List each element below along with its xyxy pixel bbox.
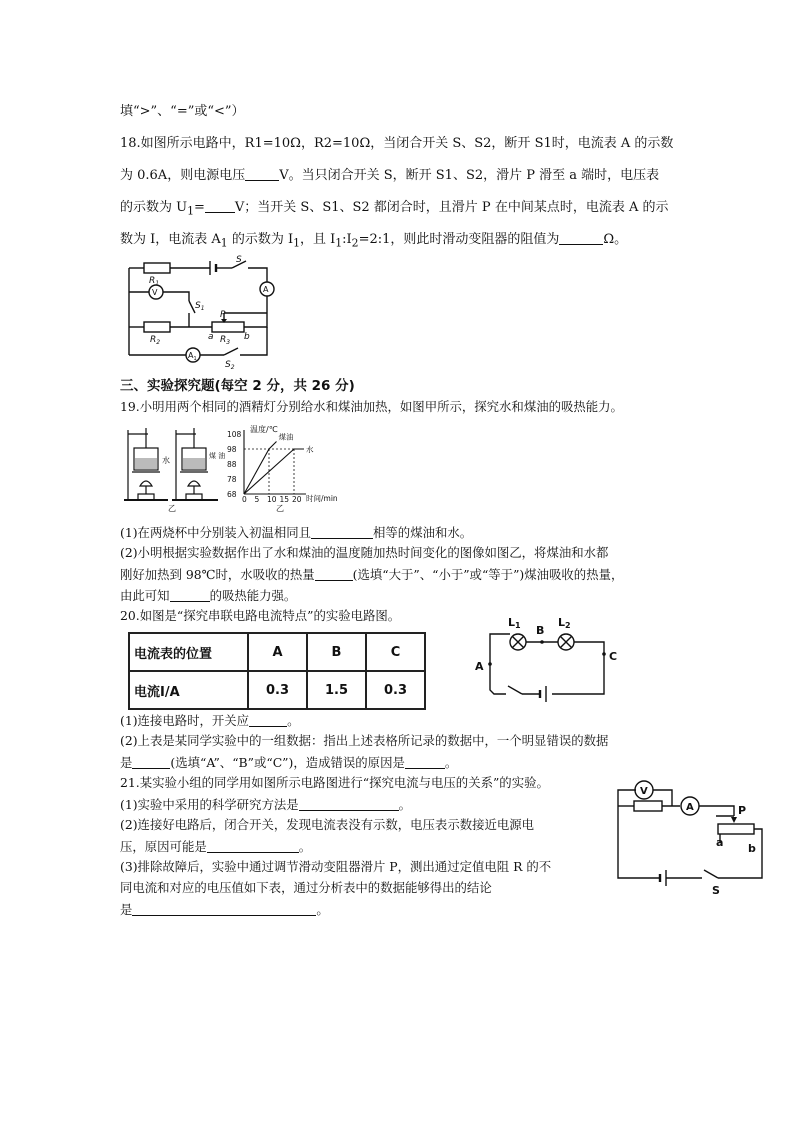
label-a: a	[716, 836, 724, 849]
section-3-title: 三、实验探究题(每空 2 分，共 26 分)	[120, 378, 355, 394]
answer-blank[interactable]	[311, 526, 373, 539]
answer-blank[interactable]	[205, 200, 235, 213]
x-tick-label: 5	[254, 495, 260, 504]
answer-blank[interactable]	[405, 756, 445, 769]
q19-q1	[120, 526, 472, 539]
label-b: b	[748, 842, 756, 855]
label-B: B	[536, 624, 545, 637]
chart-xlabel: 时间/min	[306, 494, 338, 503]
q20-text: (1)连接电路时，开关应	[120, 713, 250, 728]
q18-text: V。当只闭合开关 S，断开 S1、S2，滑片 P 滑至 a 端时，电压表	[279, 168, 660, 183]
q18-circuit-diagram	[124, 255, 280, 371]
series-label: 水	[306, 445, 314, 454]
q21-q3-line1: (3)排除故障后，实验中通过调节滑动变阻器滑片 P，测出通过定值电阻 R 的不	[120, 859, 552, 874]
q18-line3	[120, 200, 668, 217]
q20-current-table	[128, 632, 426, 710]
q18-text: 的示数为 I	[227, 232, 294, 247]
x-tick-label: 10	[267, 495, 277, 504]
q20-q1	[120, 714, 299, 727]
label-A: A	[686, 802, 694, 813]
table-cell: 电流I/A	[129, 671, 248, 709]
y-tick-label: 88	[227, 460, 237, 469]
q21-circuit-diagram	[612, 770, 772, 898]
q20-text: (选填“A”、“B”或“C”)，造成错误的原因是	[170, 755, 405, 770]
q18-text: 为 0.6A，则电源电压	[120, 168, 246, 183]
x-tick-label: 20	[292, 495, 302, 504]
label-A1: $A_1$	[188, 351, 197, 362]
q20-text: 。	[287, 713, 300, 728]
q21-q3-line2: 同电流和对应的电压值如下表，通过分析表中的数据能够得出的结论	[120, 880, 492, 895]
q21-text: 。	[398, 797, 412, 812]
answer-blank[interactable]	[559, 232, 603, 245]
q20-stem: 20.如图是“探究串联电路电流特点”的实验电路图。	[120, 608, 401, 623]
series-line-water	[244, 449, 304, 494]
table-cell: 电流表的位置	[129, 633, 248, 671]
label-jia: 乙	[168, 504, 176, 513]
q20-text: 是	[120, 755, 133, 770]
table-cell: 0.3	[248, 671, 307, 709]
table-cell: A	[248, 633, 307, 671]
label-a: a	[208, 332, 214, 342]
label-P: P	[220, 310, 226, 320]
label-V: V	[640, 786, 648, 797]
q18-text: V；当开关 S、S1、S2 都闭合时，且滑片 P 在中间某点时，电流表 A 的示	[234, 200, 669, 215]
q18-text: 的示数为 U	[120, 200, 188, 215]
y-tick-label: 68	[227, 490, 237, 499]
label-S: S	[712, 884, 720, 897]
label-water: 水	[162, 456, 170, 465]
answer-blank[interactable]	[132, 756, 170, 769]
table-cell: C	[366, 633, 425, 671]
label-R3: $R_3$	[220, 335, 231, 346]
q19-temperature-chart	[226, 424, 346, 514]
q18-text: =	[193, 200, 205, 215]
q19-q2-line1: (2)小明根据实验数据作出了水和煤油的温度随加热时间变化的图像如图乙，将煤油和水都	[120, 545, 609, 560]
x-tick-label: 15	[279, 495, 290, 504]
q21-text: 。	[316, 902, 329, 917]
table-row	[129, 633, 425, 671]
q18-text: ，且 I	[299, 232, 336, 247]
q21-text: 。	[298, 839, 312, 854]
answer-blank[interactable]	[170, 589, 210, 602]
y-tick-label: 98	[227, 445, 237, 454]
label-S2: $S_2$	[225, 360, 235, 371]
q21-q2-line1: (2)连接好电路后，闭合开关，发现电流表没有示数，电压表示数接近电源电	[120, 817, 535, 832]
q21-q3-line3	[120, 903, 329, 916]
answer-blank[interactable]	[207, 840, 299, 853]
q18-text: Ω。	[603, 232, 628, 247]
q21-q2-line2	[120, 840, 311, 853]
q19-q2-line2	[120, 568, 623, 581]
chart-ylabel: 温度/℃	[250, 425, 278, 434]
q20-series-circuit	[470, 612, 630, 712]
q19-text: 的吸热能力强。	[209, 588, 297, 603]
label-b: b	[244, 332, 250, 342]
x-tick-label: 0	[242, 495, 247, 504]
q20-q2-line2	[120, 756, 457, 769]
q18-text: 数为 I，电流表 A	[120, 232, 221, 247]
label-L1: L1	[508, 616, 521, 630]
y-tick-label: 108	[227, 430, 242, 439]
q21-stem: 21.某实验小组的同学用如图所示电路图进行“探究电流与电压的关系”的实验。	[120, 775, 549, 790]
label-C: C	[609, 650, 618, 663]
chart-caption: 乙	[276, 504, 284, 513]
label-V: V	[152, 288, 158, 297]
q17-tail: 填“>”、“=”或“<”）	[120, 104, 245, 119]
label-kerosene: 煤 油	[209, 452, 226, 460]
answer-blank[interactable]	[249, 714, 287, 727]
answer-blank[interactable]	[299, 798, 399, 811]
q20-text: 。	[444, 755, 458, 770]
subscript: 1	[187, 204, 194, 218]
answer-blank[interactable]	[132, 903, 316, 916]
label-S1: $S_1$	[195, 301, 205, 312]
subscript: 1	[335, 236, 343, 250]
q18-line2	[120, 168, 659, 182]
label-R2: $R_2$	[150, 335, 161, 346]
q19-text: 刚好加热到 98℃时，水吸收的热量	[120, 567, 315, 582]
q21-text: 是	[120, 902, 133, 917]
label-L2: L2	[558, 616, 571, 630]
series-label: 煤油	[278, 432, 294, 442]
q19-q2-line3	[120, 589, 296, 602]
table-cell: 0.3	[366, 671, 425, 709]
q21-text: 压，原因可能是	[120, 839, 207, 854]
q21-q1	[120, 798, 411, 811]
subscript: 1	[220, 236, 228, 250]
q18-text: :I	[342, 232, 352, 247]
q19-text: (选填“大于”、“小于”或“等于”)煤油吸收的热量，	[352, 567, 624, 582]
q19-text: 由此可知	[120, 588, 170, 603]
label-A: A	[475, 660, 484, 673]
q19-stem: 19.小明用两个相同的酒精灯分别给水和煤油加热，如图甲所示，探究水和煤油的吸热能力。	[120, 399, 623, 414]
table-cell: B	[307, 633, 366, 671]
q19-text: (1)在两烧杯中分别装入初温相同且	[120, 525, 312, 540]
q18-line1: 18.如图所示电路中，R1=10Ω，R2=10Ω，当闭合开关 S、S2，断开 S1时，电流表 A 的示数	[120, 136, 674, 151]
table-cell: 1.5	[307, 671, 366, 709]
answer-blank[interactable]	[245, 168, 279, 181]
q18-text: =2:1，则此时滑动变阻器的阻值为	[358, 232, 560, 247]
label-R1: $R_1$	[149, 276, 160, 287]
answer-blank[interactable]	[315, 568, 353, 581]
subscript: 1	[293, 236, 300, 250]
y-tick-label: 78	[227, 475, 237, 484]
label-A: A	[263, 285, 269, 294]
q21-text: (1)实验中采用的科学研究方法是	[120, 797, 299, 812]
subscript: 2	[351, 236, 359, 250]
label-S: S	[236, 255, 242, 265]
q18-line4	[120, 232, 627, 249]
table-row	[129, 671, 425, 709]
label-P: P	[738, 804, 747, 817]
q20-q2-line1: (2)上表是某同学实验中的一组数据：指出上述表格所记录的数据中，一个明显错误的数据	[120, 733, 609, 748]
q19-text: 相等的煤油和水。	[373, 525, 473, 540]
q19-apparatus-jia	[122, 424, 226, 512]
